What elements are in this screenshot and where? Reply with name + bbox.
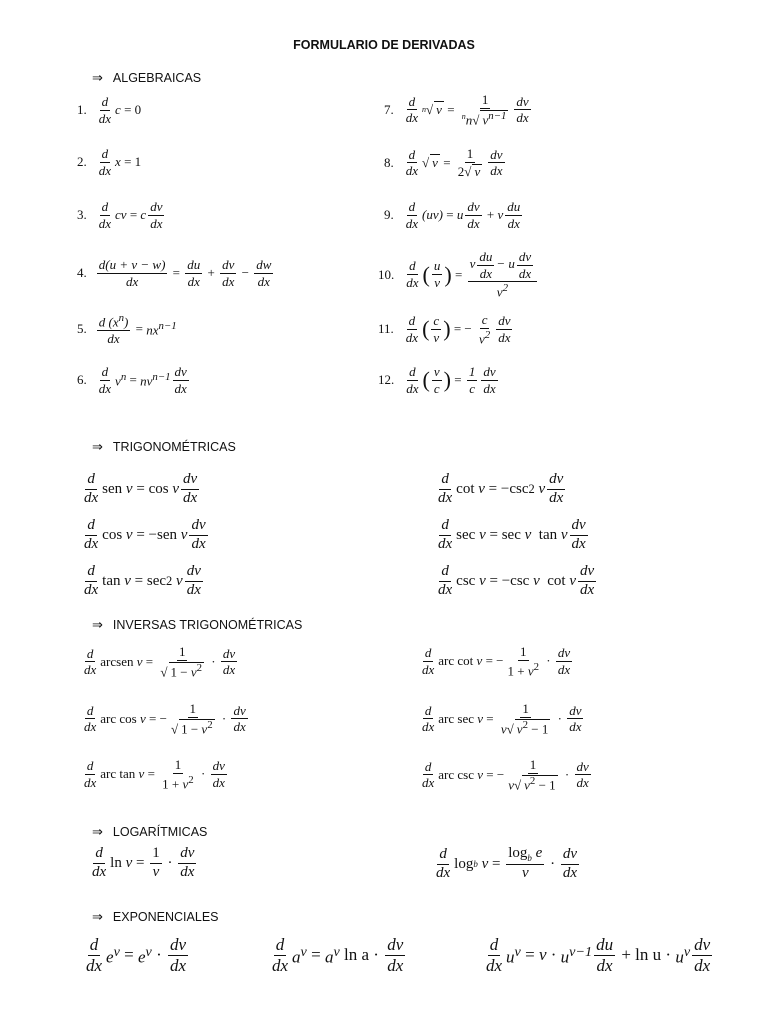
formula-9: 9. d dx (uv) = u dv dx + v du dx <box>384 199 521 231</box>
formula-csc: d dx csc v = − csc v cot v dv dx <box>438 563 595 598</box>
formula-12: 12. d dx ( v c ) = 1 c dv dx <box>378 364 496 396</box>
formula-10: 10. d dx ( u v ) = v $\frac{du}{dx}$ − u $\frac{dv}{dx}$ $v^2$ <box>378 250 539 299</box>
arrow-icon: ⇒ <box>92 617 103 632</box>
section-inversas: ⇒ INVERSAS TRIGONOMÉTRICAS <box>92 617 303 632</box>
page-title: FORMULARIO DE DERIVADAS <box>293 38 475 52</box>
formula-arccsc: d dx arc csc v = − 1 v√ $v^2 - 1$ · dv dx <box>422 757 589 792</box>
formula-3: 3. d dx cv = c dv dx <box>77 199 163 231</box>
formula-log: d dx log b v = $\log_b e$ v · dv dx <box>436 845 577 882</box>
formula-exp-u: d dx $u^v$ = v · $u^{v-1}$ du dx + ln u · $u^v$ dv dx <box>486 935 711 975</box>
formula-arcsen: d dx arcsen v = 1 √ $1 - v^2$ · dv dx <box>84 644 236 679</box>
formula-5: 5. d $(x^n)$ dx = $nx^{n-1}$ <box>77 312 177 346</box>
section-logaritmicas: ⇒ LOGARÍTMICAS <box>92 824 208 839</box>
formula-cot: d dx cot v = − csc 2 v dv dx <box>438 471 564 506</box>
arrow-icon: ⇒ <box>92 909 103 924</box>
formula-tan: d dx tan v = sec 2 v dv dx <box>84 563 201 598</box>
formula-sen: d dx sen v = cos v dv dx <box>84 471 198 506</box>
formula-exp-e: d dx $e^v$ = $e^v$ · dv dx <box>86 935 187 975</box>
formula-exp-a: d dx $a^v$ = $a^v$ ln a · dv dx <box>272 935 404 975</box>
arrow-icon: ⇒ <box>92 824 103 839</box>
formula-arctan: d dx arc tan v = 1 $1 + v^2$ · dv dx <box>84 757 225 791</box>
section-algebraicas: ⇒ ALGEBRAICAS <box>92 70 202 85</box>
formula-8: 8. d dx √ v = 1 2√ v dv dx <box>384 146 503 179</box>
formula-2: 2. d dx x = 1 <box>77 146 142 178</box>
formula-arccos: d dx arc cos v = − 1 √ $1 - v^2$ · dv dx <box>84 701 246 736</box>
section-exponenciales: ⇒ EXPONENCIALES <box>92 909 219 924</box>
formula-1: 1. d dx c = 0 <box>77 94 142 126</box>
arrow-icon: ⇒ <box>92 70 103 85</box>
formula-7: 7. d dx n √ v = 1 $^n$n√ $v^{n-1}$ dv dx <box>384 92 529 127</box>
formula-sec: d dx sec v = sec v tan v dv dx <box>438 517 586 552</box>
formula-4: 4. d(u + v − w) dx = du dx + dv dx − dw dx <box>77 257 272 289</box>
arrow-icon: ⇒ <box>92 439 103 454</box>
formula-11: 11. d dx ( c v ) = − c $v^2$ dv dx <box>378 312 511 346</box>
formula-6: 6. d dx $v^n$ = $nv^{n-1}$ dv dx <box>77 364 187 396</box>
formula-arcsec: d dx arc sec v = 1 v√ $v^2 - 1$ · dv dx <box>422 701 582 736</box>
section-trigonometricas: ⇒ TRIGONOMÉTRICAS <box>92 439 236 454</box>
formula-cos: d dx cos v = − sen v dv dx <box>84 517 206 552</box>
formula-arccot: d dx arc cot v = − 1 $1 + v^2$ · dv dx <box>422 644 571 678</box>
formula-ln: d dx ln v = 1 v · dv dx <box>92 845 195 880</box>
